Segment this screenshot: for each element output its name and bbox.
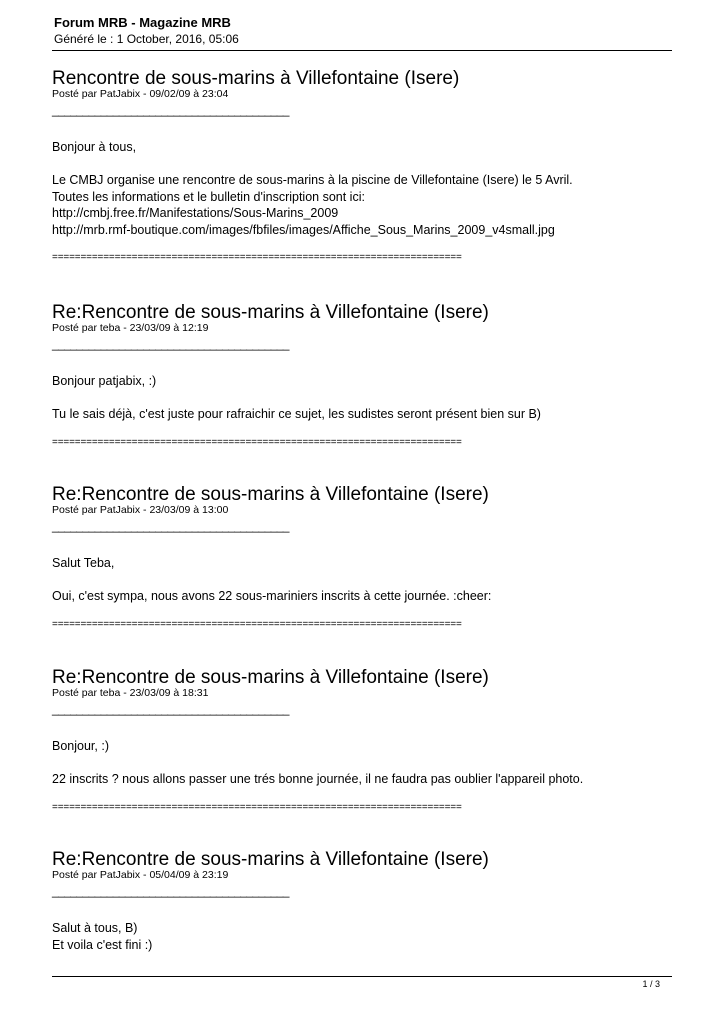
post (52, 485, 672, 631)
post-paragraph: Bonjour, :) (52, 739, 109, 753)
post-body (52, 555, 672, 605)
post-underline-rule: _______________________________________ (52, 519, 289, 533)
post-paragraph: 22 inscrits ? nous allons passer une trés bonne journée, il ne faudra pas oublier l'appareil photo. (52, 772, 584, 786)
post-body (52, 920, 672, 953)
post-paragraph: Bonjour patjabix, :) (52, 374, 157, 388)
post-title: Rencontre de sous-marins à Villefontaine (Isere) (52, 68, 460, 89)
post (52, 850, 672, 953)
post (52, 69, 672, 264)
post-body (52, 738, 672, 788)
forum-title: Forum MRB - Magazine MRB (54, 15, 231, 30)
post-meta: Posté par PatJabix - 05/04/09 à 23:19 (52, 869, 229, 881)
header-divider (52, 50, 672, 51)
post-meta: Posté par teba - 23/03/09 à 18:31 (52, 687, 209, 699)
post-separator: ======================================================================== (52, 252, 462, 263)
post-body (52, 139, 672, 238)
post-title: Re:Rencontre de sous-marins à Villefontaine (Isere) (52, 484, 489, 505)
post-meta: Posté par PatJabix - 23/03/09 à 13:00 (52, 504, 229, 516)
post-meta: Posté par PatJabix - 09/02/09 à 23:04 (52, 88, 229, 100)
post-paragraph: Oui, c'est sympa, nous avons 22 sous-mariniers inscrits à cette journée. :cheer: (52, 589, 492, 603)
post-body (52, 373, 672, 423)
post-meta: Posté par teba - 23/03/09 à 12:19 (52, 322, 209, 334)
post-underline-rule: _______________________________________ (52, 337, 289, 351)
page-header (54, 15, 674, 47)
post (52, 668, 672, 814)
post-paragraph: Salut à tous, B) Et voila c'est fini :) (52, 921, 153, 952)
post-paragraph: Le CMBJ organise une rencontre de sous-marins à la piscine de Villefontaine (Isere) le 5 Avril. Toutes les informations et le bulletin d'inscription sont ici: http://cmbj.free.fr/Manifestations/Sous-Marins_2009 http://mrb.rmf-boutique.com/images/fbfiles/images/Affiche_Sous_Marins_2009_v4small.jpg (52, 173, 573, 237)
post-underline-rule: _______________________________________ (52, 884, 289, 898)
post-paragraph: Tu le sais déjà, c'est juste pour rafraichir ce sujet, les sudistes seront présent bien sur B) (52, 407, 541, 421)
post-paragraph: Salut Teba, (52, 556, 115, 570)
post-underline-rule: _______________________________________ (52, 103, 289, 117)
post-title: Re:Rencontre de sous-marins à Villefontaine (Isere) (52, 302, 489, 323)
footer-divider (52, 976, 672, 977)
post-title: Re:Rencontre de sous-marins à Villefontaine (Isere) (52, 849, 489, 870)
post-separator: ======================================================================== (52, 801, 462, 813)
post (52, 303, 672, 449)
post-separator: ======================================================================== (52, 436, 462, 448)
generated-date: Généré le : 1 October, 2016, 05:06 (54, 32, 239, 46)
post-separator: ======================================================================== (52, 618, 462, 630)
post-paragraph: Bonjour à tous, (52, 140, 137, 154)
post-underline-rule: _______________________________________ (52, 702, 289, 716)
post-title: Re:Rencontre de sous-marins à Villefontaine (Isere) (52, 667, 489, 688)
page-number: 1 / 3 (642, 979, 660, 989)
